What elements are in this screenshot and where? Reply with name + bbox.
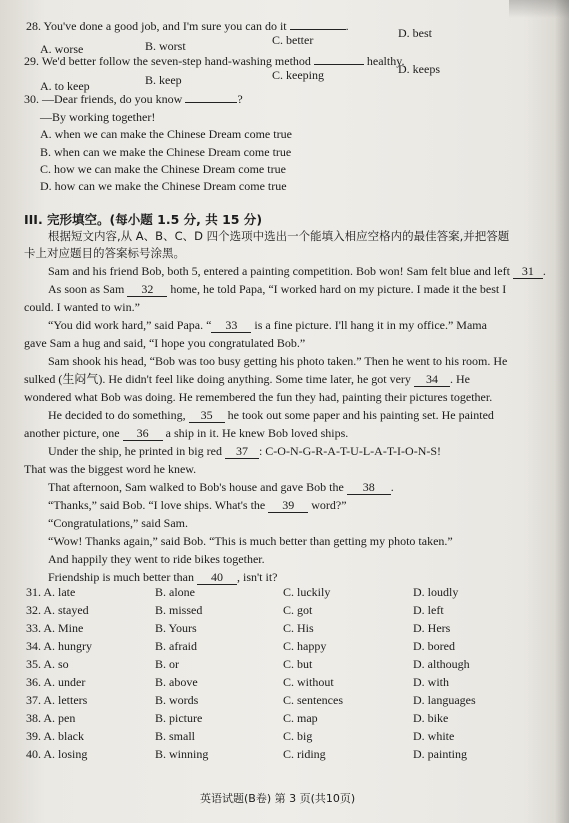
option-d: D. bike — [413, 711, 449, 725]
option-d: D. with — [413, 675, 449, 689]
question-29-stem: 29. We'd better follow the seven-step hand-washing method healthy. — [24, 54, 405, 68]
option-a: 38. A. pen — [26, 711, 76, 725]
option-b: B. missed — [155, 603, 203, 617]
passage-line: Sam shook his head, “Bob was too busy getting his photo taken.” Then he went to his room. He — [48, 354, 508, 368]
option-c: C. keeping — [272, 68, 324, 82]
answer-blank — [290, 17, 346, 30]
option-b: B. Yours — [155, 621, 197, 635]
option-c: C. map — [283, 711, 318, 725]
option-a: 32. A. stayed — [26, 603, 89, 617]
option-a: 33. A. Mine — [26, 621, 84, 635]
option-c: C. luckily — [283, 585, 331, 599]
option-d: D. loudly — [413, 585, 459, 599]
question-28-stem: 28. You've done a good job, and I'm sure you can do it . — [26, 19, 349, 33]
option-c: C. got — [283, 603, 313, 617]
dialogue-reply: —By working together! — [40, 110, 156, 124]
passage-line: That afternoon, Sam walked to Bob's house and gave Bob the 38 . — [48, 480, 394, 494]
answer-blank — [314, 52, 364, 65]
answer-blank — [185, 90, 237, 103]
section-instructions: 根据短文内容,从 A、B、C、D 四个选项中选出一个能填入相应空格内的最佳答案,并把答题 — [48, 229, 510, 243]
option-a: 31. A. late — [26, 585, 76, 599]
option-b: B. when can we make the Chinese Dream come true — [40, 145, 292, 159]
option-d: D. bored — [413, 639, 455, 653]
option-d: D. keeps — [398, 62, 440, 76]
option-b: B. words — [155, 693, 199, 707]
passage-line: And happily they went to ride bikes together. — [48, 552, 265, 566]
blank-40: 40 — [197, 570, 237, 585]
option-d: D. Hers — [413, 621, 451, 635]
option-c: C. big — [283, 729, 313, 743]
passage-line: “Congratulations,” said Sam. — [48, 516, 188, 530]
option-b: B. picture — [155, 711, 203, 725]
option-b: B. small — [155, 729, 196, 743]
question-30-stem: 30. —Dear friends, do you know ? — [24, 92, 243, 106]
option-b: B. above — [155, 675, 198, 689]
option-d: D. although — [413, 657, 470, 671]
blank-32: 32 — [127, 282, 167, 297]
passage-line: That was the biggest word he knew. — [24, 462, 197, 476]
passage-line: Friendship is much better than 40 , isn't it? — [48, 570, 278, 584]
passage-line: As soon as Sam 32 home, he told Papa, “I worked hard on my picture. I made it the best I — [48, 282, 507, 296]
option-d: D. languages — [413, 693, 476, 707]
option-d: D. how can we make the Chinese Dream come true — [40, 179, 287, 193]
blank-34: 34 — [414, 372, 450, 387]
option-a: 34. A. hungry — [26, 639, 92, 653]
option-b: B. or — [155, 657, 179, 671]
option-b: B. worst — [145, 39, 186, 53]
option-a: 36. A. under — [26, 675, 86, 689]
section-title: III. 完形填空。(每小题 1.5 分, 共 15 分) — [24, 212, 263, 227]
blank-37: 37 — [225, 444, 259, 459]
page-edge-shadow — [555, 0, 569, 823]
passage-line: “Thanks,” said Bob. “I love ships. What's the 39 word?” — [48, 498, 347, 512]
option-c: C. but — [283, 657, 313, 671]
option-a: A. to keep — [40, 79, 90, 93]
page-footer: 英语试题(B卷) 第 3 页(共10页) — [200, 792, 356, 805]
option-c: C. without — [283, 675, 334, 689]
option-c: C. happy — [283, 639, 327, 653]
option-d: D. white — [413, 729, 455, 743]
option-b: B. keep — [145, 73, 182, 87]
passage-line: He decided to do something, 35 he took out some paper and his painting set. He painted — [48, 408, 494, 422]
option-c: C. better — [272, 33, 314, 47]
option-a: 35. A. so — [26, 657, 69, 671]
passage-line: wondered what Bob was doing. He remembered the fun they had, painting their pictures together. — [24, 390, 493, 404]
option-a: A. when we can make the Chinese Dream come true — [40, 127, 292, 141]
passage-line: Under the ship, he printed in big red 37 : C-O-N-G-R-A-T-U-L-A-T-I-O-N-S! — [48, 444, 442, 458]
option-c: C. riding — [283, 747, 326, 761]
blank-39: 39 — [268, 498, 308, 513]
option-a: A. worse — [40, 42, 84, 56]
passage-line: another picture, one 36 a ship in it. He knew Bob loved ships. — [24, 426, 349, 440]
option-a: 37. A. letters — [26, 693, 88, 707]
section-instructions-cont: 卡上对应题目的答案标号涂黑。 — [24, 246, 185, 260]
page-corner-shadow — [509, 0, 569, 18]
option-a: 39. A. black — [26, 729, 84, 743]
option-c: C. sentences — [283, 693, 343, 707]
passage-line: “You did work hard,” said Papa. “ 33 is a fine picture. I'll hang it in my office.” Mama — [48, 318, 487, 332]
blank-33: 33 — [211, 318, 251, 333]
option-d: D. best — [398, 26, 432, 40]
option-c: C. His — [283, 621, 314, 635]
blank-36: 36 — [123, 426, 163, 441]
option-d: D. painting — [413, 747, 467, 761]
passage-line: gave Sam a hug and said, “I hope you congratulated Bob.” — [24, 336, 306, 350]
passage-line: Sam and his friend Bob, both 5, entered a painting competition. Bob won! Sam felt blue and left 31 . — [48, 264, 546, 278]
option-b: B. afraid — [155, 639, 197, 653]
option-c: C. how we can make the Chinese Dream come true — [40, 162, 286, 176]
option-b: B. winning — [155, 747, 209, 761]
blank-35: 35 — [189, 408, 225, 423]
blank-31: 31 — [513, 264, 543, 279]
passage-line: sulked (生闷气). He didn't feel like doing anything. Some time later, he got very 34 . He — [24, 372, 470, 386]
option-d: D. left — [413, 603, 444, 617]
passage-line: “Wow! Thanks again,” said Bob. “This is much better than getting my photo taken.” — [48, 534, 453, 548]
option-b: B. alone — [155, 585, 195, 599]
blank-38: 38 — [347, 480, 391, 495]
passage-line: could. I wanted to win.” — [24, 300, 140, 314]
option-a: 40. A. losing — [26, 747, 88, 761]
